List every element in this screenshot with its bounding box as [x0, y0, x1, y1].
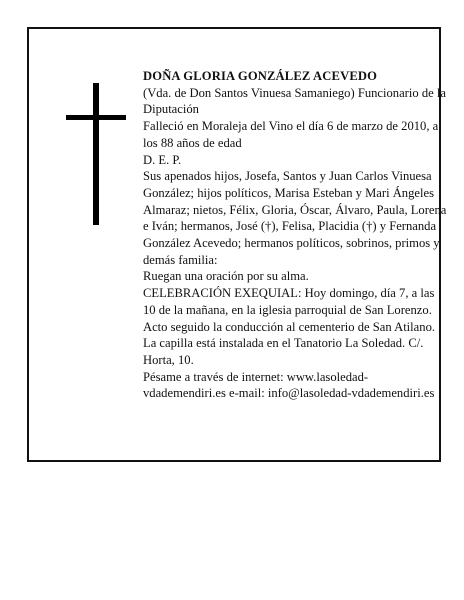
subtitle: (Vda. de Don Santos Vinuesa Samaniego) Funcionario de la Diputación — [143, 85, 446, 117]
notice-text — [143, 68, 449, 402]
prayer-request: Ruegan una oración por su alma. — [143, 269, 309, 284]
condolence-info: Pésame a través de internet: www.lasoledad-vdademendiri.es e-mail: info@lasoledad-vdademendiri.es — [143, 369, 435, 401]
rip-line: D. E. P. — [143, 152, 182, 167]
obituary-notice — [27, 27, 447, 462]
death-statement: Falleció en Moraleja del Vino el día 6 de marzo de 2010, a los 88 años de edad — [143, 119, 439, 150]
cross-icon — [93, 83, 99, 225]
chapel-info: La capilla está instalada en el Tanatorio La Soledad. C/. Horta, 10. — [143, 336, 424, 367]
family-list: Sus apenados hijos, Josefa, Santos y Juan Carlos Vinuesa González; hijos políticos, Marisa Esteban y Mari Ángeles Almaraz; nietos, Félix, Gloria, Óscar, Álvaro, Paula, Lorena e Iván; hermanos, José (†), Felisa, Placidia (†) y Fernanda González Acevedo; hermanos políticos, sobrinos, primos y demás familia: — [143, 169, 447, 267]
deceased-name: DOÑA GLORIA GONZÁLEZ ACEVEDO — [143, 69, 378, 83]
cross-icon-arm — [66, 115, 126, 120]
ceremony-info: CELEBRACIÓN EXEQUIAL: Hoy domingo, día 7, a las 10 de la mañana, en la iglesia parroquial de San Lorenzo. Acto seguido la conducción al cementerio de San Atilano. — [143, 286, 436, 334]
